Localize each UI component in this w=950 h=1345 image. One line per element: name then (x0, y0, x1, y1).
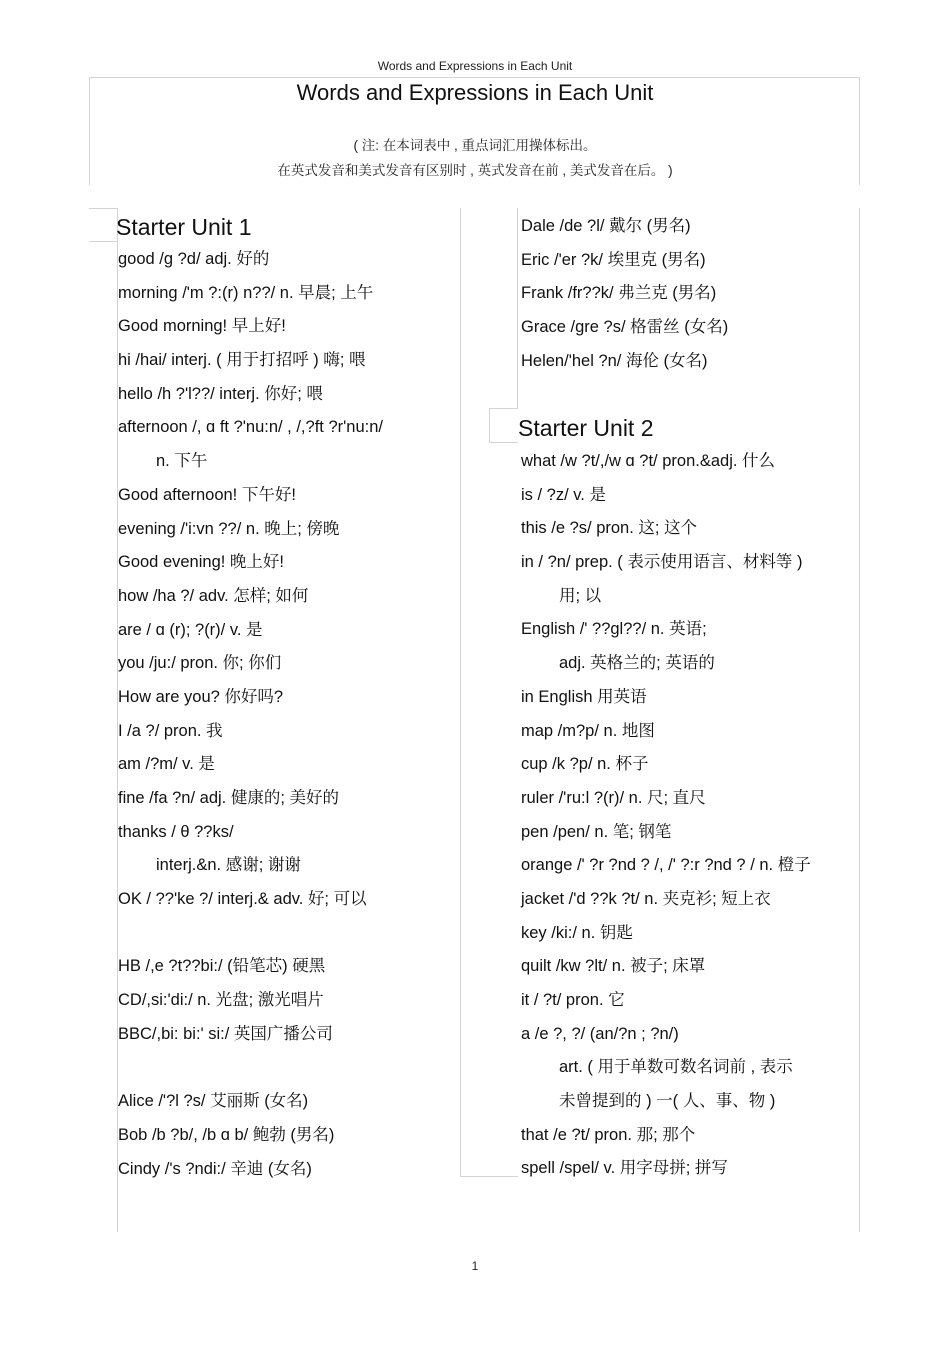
right-unit-tab-top (489, 408, 518, 409)
vocab-entry-thanks-meaning: interj.&n. 感谢; 谢谢 (156, 856, 301, 875)
blank-line (118, 1052, 478, 1086)
vocab-entry-dale: Dale /de ?l/ 戴尔 (男名) (521, 217, 691, 235)
vocab-entry-cindy: Cindy /'s ?ndi:/ 辛迪 (女名) (118, 1159, 312, 1178)
vocab-entry-helen: Helen/'hel ?n/ 海伦 (女名) (521, 351, 708, 370)
vocab-entry-jacket: jacket /'d ??k ?t/ n. 夹克衫; 短上衣 (521, 889, 771, 908)
vocab-entry-english: English /' ??gl??/ n. 英语; (521, 620, 707, 639)
vocab-entry-ok: OK / ??'ke ?/ interj.& adv. 好; 可以 (118, 890, 367, 909)
vocab-entry-you: you /ju:/ pron. 你; 你们 (118, 654, 282, 673)
vocab-entry-in-meaning: 用; 以 (559, 586, 602, 605)
vocab-entry-grace: Grace /gre ?s/ 格雷丝 (女名) (521, 318, 729, 337)
vocab-entry-cup: cup /k ?p/ n. 杯子 (521, 755, 649, 774)
vocab-entry-ruler: ruler /'ru:l ?(r)/ n. 尺; 直尺 (521, 788, 706, 807)
unit-title-starter-2: Starter Unit 2 (518, 415, 654, 441)
left-unit-tab-bottom (89, 241, 117, 242)
vocab-entry-cd: CD/,si:'di:/ n. 光盘; 激光唱片 (118, 991, 324, 1010)
vocab-entry-good-morning: Good morning! 早上好! (118, 317, 286, 336)
vocab-entry-afternoon: afternoon /, ɑ ft ?'nu:n/ , /,?ft ?r'nu:n/ (118, 418, 383, 437)
note-line-1: ( 注: 在本词表中 , 重点词汇用操体标出。 (353, 138, 597, 153)
unit-title-starter-1: Starter Unit 1 (116, 214, 252, 240)
vocab-entry-bob: Bob /b ?b/, /b ɑ b/ 鲍勃 (男名) (118, 1125, 335, 1144)
page-number: 1 (471, 1259, 479, 1273)
vocab-list-right (521, 445, 881, 1186)
vocab-entry-this: this /e ?s/ pron. 这; 这个 (521, 519, 698, 538)
vocab-entry-bbc: BBC/,bi: bi:' si:/ 英国广播公司 (118, 1024, 333, 1043)
vocab-entry-spell: spell /spel/ v. 用字母拼; 拼写 (521, 1159, 728, 1178)
running-header: Words and Expressions in Each Unit (377, 59, 573, 73)
vocab-entry-hb: HB /,e ?t??bi:/ (铅笔芯) 硬黑 (118, 957, 326, 976)
vocab-entry-a-meaning-2: 未曾提到的 ) 一( 人、事、物 ) (559, 1092, 776, 1111)
vocab-entry-map: map /m?p/ n. 地图 (521, 721, 655, 740)
vocab-entry-frank: Frank /fr??k/ 弗兰克 (男名) (521, 284, 717, 303)
vocab-entry-it: it / ?t/ pron. 它 (521, 991, 625, 1009)
vocab-entry-is: is / ?z/ v. 是 (521, 485, 606, 504)
vocab-entry-are: are / ɑ (r); ?(r)/ v. 是 (118, 620, 263, 639)
vocab-entry-alice: Alice /'?l ?s/ 艾丽斯 (女名) (118, 1092, 309, 1111)
vocab-entry-how-are-you: How are you? 你好吗? (118, 687, 284, 706)
vocab-entry-that: that /e ?t/ pron. 那; 那个 (521, 1125, 696, 1144)
left-unit-tab-top (89, 208, 117, 209)
vocab-entry-orange: orange /' ?r ?nd ? /, /' ?:r ?nd ? / n. 橙子 (521, 856, 811, 875)
note-line-2: 在英式发音和美式发音有区别时 , 英式发音在前 , 美式发音在后。 ) (277, 163, 673, 178)
vocab-entry-a-meaning-1: art. ( 用于单数可数名词前 , 表示 (559, 1058, 793, 1077)
vocab-entry-hello: hello /h ?'l??/ interj. 你好; 喂 (118, 384, 323, 403)
vocab-list-right-names (521, 210, 881, 378)
vocab-entry-good: good /g ?d/ adj. 好的 (118, 250, 270, 268)
vocab-entry-am: am /?m/ v. 是 (118, 755, 215, 774)
vocab-entry-hi: hi /hai/ interj. ( 用于打招呼 ) 嗨; 喂 (118, 351, 366, 370)
vocab-entry-quilt: quilt /kw ?lt/ n. 被子; 床罩 (521, 957, 706, 976)
vocab-entry-evening: evening /'i:vn ??/ n. 晚上; 傍晚 (118, 519, 340, 538)
vocab-entry-good-afternoon: Good afternoon! 下午好! (118, 485, 296, 504)
vocab-entry-pen: pen /pen/ n. 笔; 钢笔 (521, 822, 672, 841)
vocab-entry-key: key /ki:/ n. 钥匙 (521, 923, 633, 942)
vocab-entry-i: I /a ?/ pron. 我 (118, 721, 223, 740)
right-column-rule (517, 208, 518, 408)
vocab-entry-what: what /w ?t/,/w ɑ ?t/ pron.&adj. 什么 (521, 452, 776, 470)
blank-line (118, 917, 478, 951)
vocab-entry-thanks: thanks / θ ??ks/ (118, 822, 234, 841)
vocab-entry-fine: fine /fa ?n/ adj. 健康的; 美好的 (118, 789, 339, 807)
vocab-entry-a: a /e ?, ?/ (an/?n ; ?n/) (521, 1024, 679, 1043)
vocab-entry-how: how /ha ?/ adv. 怎样; 如何 (118, 586, 309, 605)
right-unit-tab-left (489, 408, 490, 442)
vocab-entry-in-english: in English 用英语 (521, 687, 647, 706)
header-frame-top (89, 77, 860, 78)
vocab-entry-in: in / ?n/ prep. ( 表示使用语言、材料等 ) (521, 553, 803, 572)
vocab-entry-afternoon-meaning: n. 下午 (156, 452, 208, 471)
vocab-entry-english-adj: adj. 英格兰的; 英语的 (559, 654, 715, 673)
right-unit-tab-bottom (489, 442, 518, 443)
page-title: Words and Expressions in Each Unit (296, 80, 654, 105)
vocab-entry-eric: Eric /'er ?k/ 埃里克 (男名) (521, 250, 706, 269)
vocab-entry-good-evening: Good evening! 晚上好! (118, 553, 284, 572)
vocab-entry-morning: morning /'m ?:(r) n??/ n. 早晨; 上午 (118, 283, 374, 302)
vocab-list-left (118, 243, 478, 1186)
